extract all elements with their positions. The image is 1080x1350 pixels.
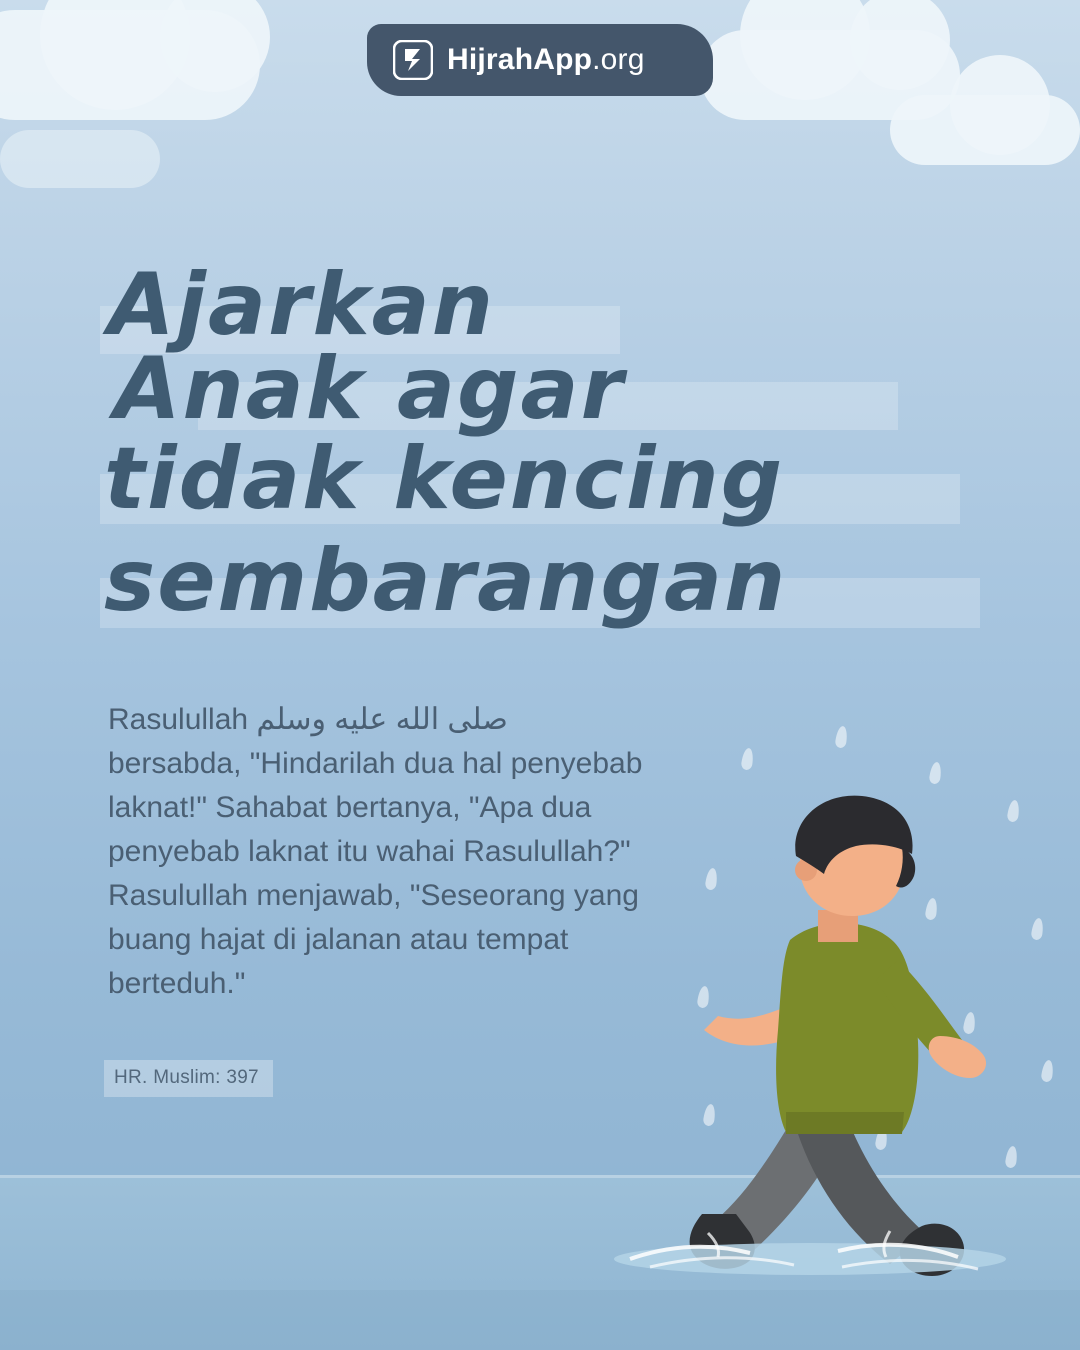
hadith-source-badge: HR. Muslim: 397	[104, 1060, 273, 1097]
brand-name-bold: HijrahApp	[447, 43, 593, 76]
headline-line-4: sembarangan	[104, 531, 788, 631]
cloud-icon	[0, 130, 160, 188]
page-title	[100, 255, 1000, 640]
brand-logo-text	[447, 43, 645, 77]
arrow-logo-icon	[393, 40, 433, 80]
headline-line-1: Ajarkan	[108, 255, 495, 355]
brand-name-tld: .org	[592, 43, 645, 76]
headline-line-3: tidak kencing	[104, 429, 785, 529]
ground-shadow-band	[0, 1290, 1080, 1350]
water-splash	[590, 1215, 1030, 1285]
brand-logo[interactable]	[367, 24, 713, 96]
hadith-text-block	[108, 698, 648, 1006]
hadith-paragraph: Rasulullah صلى الله عليه وسلم bersabda, "Hindarilah dua hal penyebab laknat!" Sahabat bertanya, "Apa dua penyebab laknat itu wahai Rasulullah?" Rasulullah menjawab, "Seseorang yang buang hajat di jalanan atau tempat berteduh."	[108, 703, 643, 1000]
cloud-icon	[950, 55, 1050, 155]
headline-line-2: Anak agar	[114, 339, 625, 439]
